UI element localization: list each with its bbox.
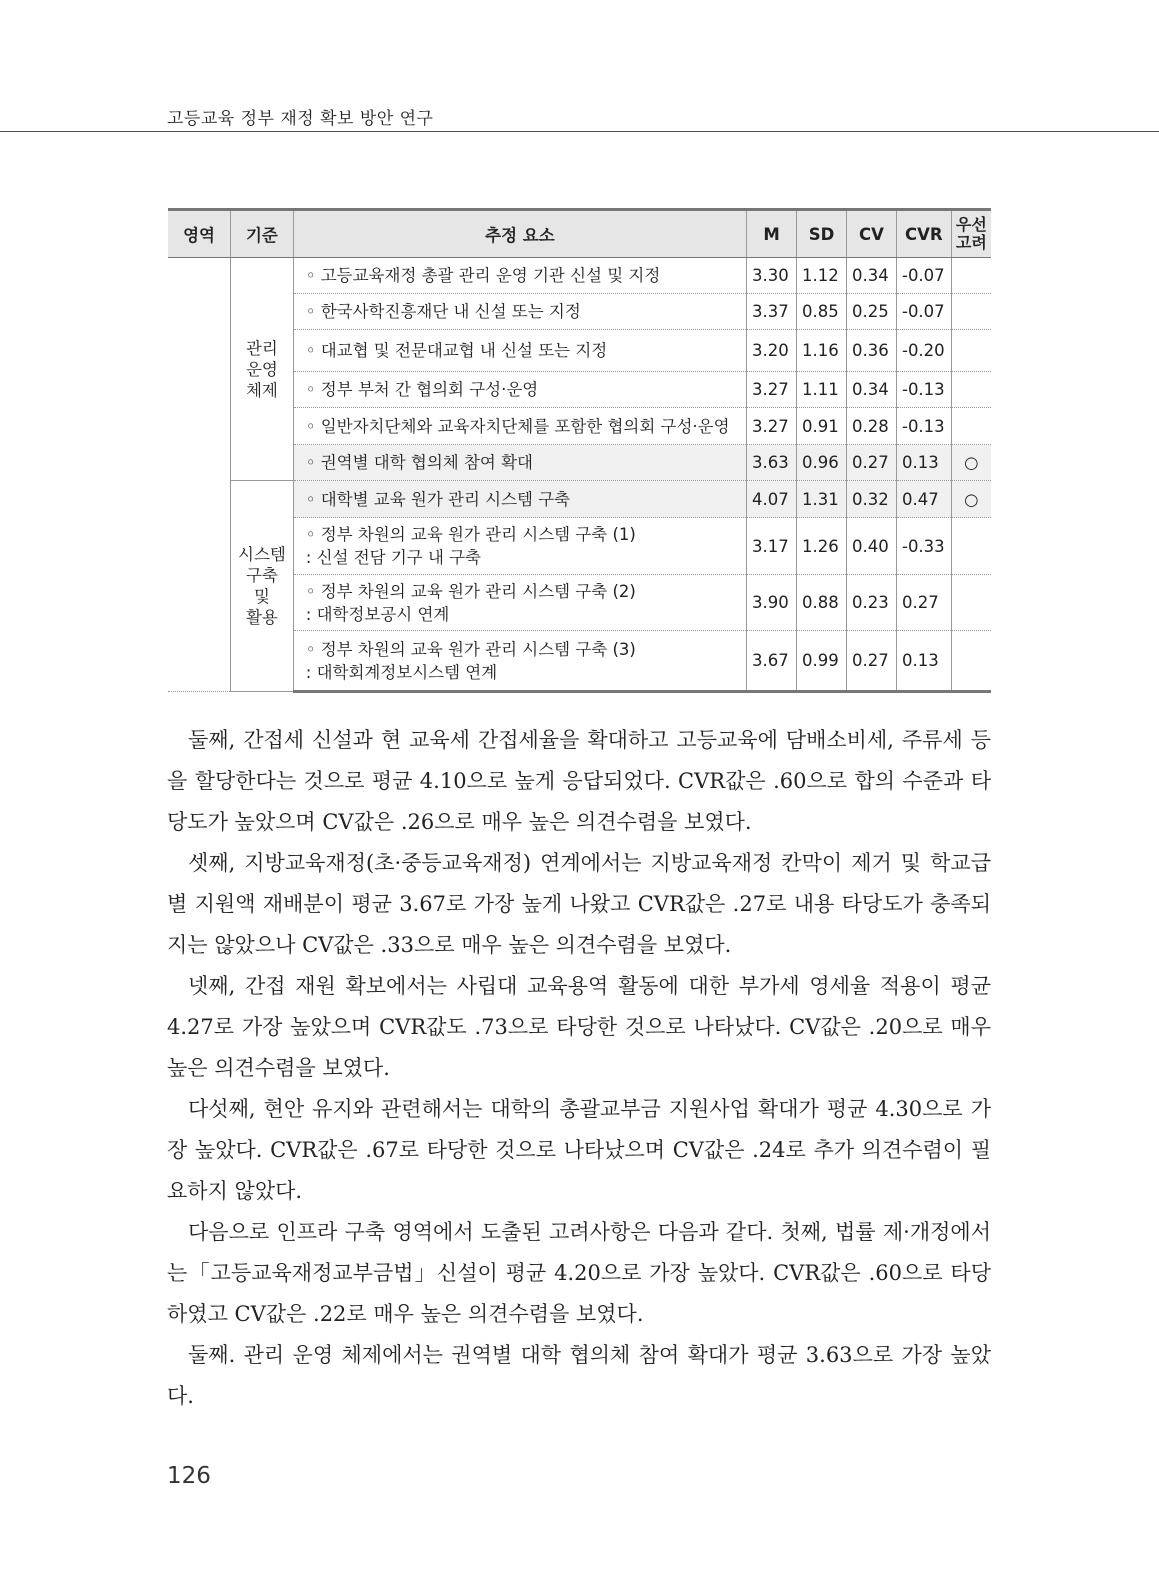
item-cell bbox=[293, 372, 746, 408]
col-header-cvr: CVR bbox=[896, 210, 951, 258]
value-cv: 0.32 bbox=[847, 481, 897, 518]
paragraph: 둘째, 간접세 신설과 현 교육세 간접세율을 확대하고 고등교육에 담배소비세, 주류세 등을 할당한다는 것으로 평균 4.10으로 높게 응답되었다. CVR값은 .60으로 합의 수준과 타당도가 높았으며 CV값은 .26으로 매우 높은 의견수렴을 보였다. bbox=[167, 728, 991, 834]
paragraph: 다섯째, 현안 유지와 관련해서는 대학의 총괄교부금 지원사업 확대가 평균 4.30으로 가장 높았다. CVR값은 .67로 타당한 것으로 나타났으며 CV값은 .24로 추가 의견수렴이 필요하지 않았다. bbox=[167, 1097, 991, 1203]
priority-mark bbox=[951, 330, 991, 372]
criterion-label-line: 관리 bbox=[245, 338, 278, 358]
criterion-label-line: 체제 bbox=[245, 380, 278, 400]
item-cell bbox=[293, 575, 746, 631]
item-label: ◦ 정부 차원의 교육 원가 관리 시스템 구축 (2) bbox=[305, 581, 636, 601]
item-cell bbox=[293, 481, 746, 518]
value-cv: 0.27 bbox=[847, 445, 897, 481]
running-header: 고등교육 정부 재정 확보 방안 연구 bbox=[167, 109, 434, 129]
value-cvr: -0.07 bbox=[896, 258, 951, 294]
header-divider bbox=[0, 131, 1159, 132]
value-m: 3.27 bbox=[747, 372, 797, 408]
priority-mark: ○ bbox=[951, 481, 991, 518]
item-cell bbox=[293, 445, 746, 481]
value-cv: 0.28 bbox=[847, 408, 897, 445]
col-header-priority bbox=[951, 210, 991, 258]
item-label: ◦ 한국사학진흥재단 내 신설 또는 지정 bbox=[305, 302, 581, 321]
value-m: 3.17 bbox=[747, 518, 797, 575]
value-m: 3.20 bbox=[747, 330, 797, 372]
criterion-label-line: 및 bbox=[253, 587, 270, 606]
value-cvr: -0.20 bbox=[896, 330, 951, 372]
value-sd: 0.88 bbox=[797, 575, 847, 631]
value-m: 3.37 bbox=[747, 294, 797, 330]
value-cvr: 0.27 bbox=[896, 575, 951, 631]
priority-mark bbox=[951, 575, 991, 631]
item-cell bbox=[293, 518, 746, 575]
page-number: 126 bbox=[167, 1463, 211, 1489]
col-header-sd: SD bbox=[797, 210, 847, 258]
item-label: ◦ 정부 부처 간 협의회 구성·운영 bbox=[305, 380, 539, 399]
item-cell bbox=[293, 294, 746, 330]
value-sd: 0.91 bbox=[797, 408, 847, 445]
value-cv: 0.27 bbox=[847, 631, 897, 692]
value-sd: 0.96 bbox=[797, 445, 847, 481]
item-label: ◦ 권역별 대학 협의체 참여 확대 bbox=[305, 453, 533, 472]
value-sd: 0.85 bbox=[797, 294, 847, 330]
col-header-criterion: 기준 bbox=[231, 210, 294, 258]
criterion-cell bbox=[231, 481, 294, 692]
priority-mark bbox=[951, 408, 991, 445]
priority-mark bbox=[951, 372, 991, 408]
item-cell bbox=[293, 631, 746, 692]
value-sd: 1.26 bbox=[797, 518, 847, 575]
area-cell bbox=[168, 258, 231, 692]
col-header-cv: CV bbox=[847, 210, 897, 258]
value-cv: 0.40 bbox=[847, 518, 897, 575]
value-cvr: -0.13 bbox=[896, 408, 951, 445]
paragraph: 다음으로 인프라 구축 영역에서 도출된 고려사항은 다음과 같다. 첫째, 법률 제·개정에서는「고등교육재정교부금법」신설이 평균 4.20으로 가장 높았다. CVR값은 .60으로 타당하였고 CV값은 .22로 매우 높은 의견수렴을 보였다. bbox=[167, 1220, 991, 1326]
value-sd: 1.31 bbox=[797, 481, 847, 518]
value-m: 3.90 bbox=[747, 575, 797, 631]
criterion-label-line: 시스템 bbox=[238, 545, 286, 564]
criterion-label-line: 운영 bbox=[245, 359, 278, 379]
criterion-label-line: 구축 bbox=[245, 566, 278, 585]
value-m: 3.30 bbox=[747, 258, 797, 294]
value-cv: 0.34 bbox=[847, 258, 897, 294]
item-label: ◦ 대학별 교육 원가 관리 시스템 구축 bbox=[305, 489, 571, 509]
value-cvr: 0.47 bbox=[896, 481, 951, 518]
value-cv: 0.34 bbox=[847, 372, 897, 408]
paragraph: 셋째, 지방교육재정(초·중등교육재정) 연계에서는 지방교육재정 칸막이 제거 및 학교급별 지원액 재배분이 평균 3.67로 가장 높게 나왔고 CVR값은 .27로 내용 타당도가 충족되지는 않았으나 CV값은 .33으로 매우 높은 의견수렴을 보였다. bbox=[167, 851, 991, 957]
value-m: 3.27 bbox=[747, 408, 797, 445]
priority-mark bbox=[951, 631, 991, 692]
item-label: ◦ 정부 차원의 교육 원가 관리 시스템 구축 (1) bbox=[305, 525, 636, 544]
table-header-row bbox=[168, 210, 991, 258]
value-cvr: 0.13 bbox=[896, 631, 951, 692]
value-cvr: -0.07 bbox=[896, 294, 951, 330]
body-text bbox=[167, 720, 991, 1417]
paragraph: 둘째. 관리 운영 체제에서는 권역별 대학 협의체 참여 확대가 평균 3.63으로 가장 높았다. bbox=[167, 1343, 991, 1408]
evaluation-table bbox=[168, 208, 991, 693]
item-cell bbox=[293, 258, 746, 294]
value-sd: 1.11 bbox=[797, 372, 847, 408]
item-sublabel: : 대학회계정보시스템 연계 bbox=[305, 662, 498, 682]
col-header-area: 영역 bbox=[168, 210, 231, 258]
value-m: 3.67 bbox=[747, 631, 797, 692]
value-sd: 0.99 bbox=[797, 631, 847, 692]
value-sd: 1.12 bbox=[797, 258, 847, 294]
col-header-item: 추정 요소 bbox=[293, 210, 746, 258]
priority-mark bbox=[951, 258, 991, 294]
value-cvr: -0.13 bbox=[896, 372, 951, 408]
value-cvr: -0.33 bbox=[896, 518, 951, 575]
item-label: ◦ 고등교육재정 총괄 관리 운영 기관 신설 및 지정 bbox=[305, 266, 661, 285]
item-label: ◦ 대교협 및 전문대교협 내 신설 또는 지정 bbox=[305, 341, 608, 360]
priority-mark bbox=[951, 518, 991, 575]
value-cv: 0.36 bbox=[847, 330, 897, 372]
item-label: ◦ 정부 차원의 교육 원가 관리 시스템 구축 (3) bbox=[305, 639, 636, 659]
criterion-label-line: 활용 bbox=[245, 608, 278, 627]
table-row bbox=[168, 481, 991, 518]
value-m: 3.63 bbox=[747, 445, 797, 481]
item-sublabel: : 신설 전담 기구 내 구축 bbox=[305, 548, 482, 567]
col-header-m: M bbox=[747, 210, 797, 258]
item-cell bbox=[293, 408, 746, 445]
value-m: 4.07 bbox=[747, 481, 797, 518]
priority-mark: ○ bbox=[951, 445, 991, 481]
paragraph: 넷째, 간접 재원 확보에서는 사립대 교육용역 활동에 대한 부가세 영세율 적용이 평균 4.27로 가장 높았으며 CVR값도 .73으로 타당한 것으로 나타났다. CV값은 .20으로 매우 높은 의견수렴을 보였다. bbox=[167, 974, 991, 1080]
value-cv: 0.25 bbox=[847, 294, 897, 330]
priority-mark bbox=[951, 294, 991, 330]
item-sublabel: : 대학정보공시 연계 bbox=[305, 604, 450, 624]
value-sd: 1.16 bbox=[797, 330, 847, 372]
table-row bbox=[168, 258, 991, 294]
value-cv: 0.23 bbox=[847, 575, 897, 631]
value-cvr: 0.13 bbox=[896, 445, 951, 481]
criterion-cell bbox=[231, 258, 294, 481]
item-cell bbox=[293, 330, 746, 372]
item-label: ◦ 일반자치단체와 교육자치단체를 포함한 협의회 구성·운영 bbox=[305, 416, 730, 436]
col-header-priority-line2: 고려 bbox=[955, 233, 987, 252]
col-header-priority-line1: 우선 bbox=[955, 215, 987, 234]
